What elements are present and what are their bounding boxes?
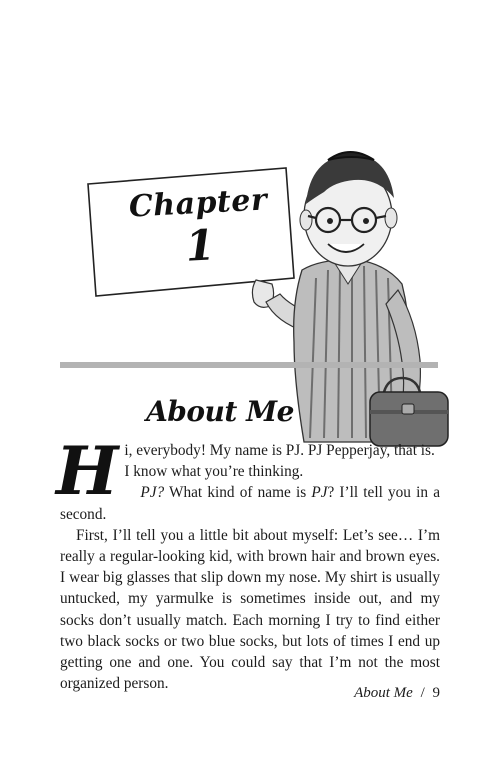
paragraph-1-line-1: i, everybody! My name is PJ. PJ Pepperjay, that is.: [124, 442, 435, 459]
running-title: About Me: [354, 685, 413, 701]
chapter-label: Chapter: [128, 182, 269, 225]
drop-cap: H: [56, 432, 119, 510]
paragraph-2-italic-b: PJ: [311, 484, 328, 502]
footer-separator: /: [420, 685, 425, 701]
paragraph-3: First, I’ll tell you a little bit about myself: Let’s see… I’m really a regular-looking kid, with brown hair and brown eyes. I wear big glasses that slip down my nose. My shirt is usually untucked, my yarmulke is sometimes inside out, and my socks don’t usually match. Each morning I try to find either two black socks or two blue socks, but lots of times I end up getting one and one. You could say that I’m not the most organized person.: [60, 526, 440, 693]
paragraph-2-italic-a: PJ?: [140, 484, 165, 502]
chapter-number: 1: [184, 220, 217, 271]
paragraph-2-text-b: ? I’ll tell you in a second.: [60, 484, 440, 523]
chapter-sign-card: [88, 168, 294, 296]
paragraph-1-line-2: I know what you’re thinking.: [124, 463, 304, 481]
paragraph-2-text-a: What kind of name is: [164, 484, 312, 502]
boy-head: [300, 152, 397, 266]
page-footer: [354, 685, 440, 702]
chapter-title: About Me: [146, 395, 294, 428]
chapter-body: [56, 432, 440, 694]
chapter-divider-rule: [60, 362, 438, 368]
page-number: 9: [432, 685, 440, 701]
